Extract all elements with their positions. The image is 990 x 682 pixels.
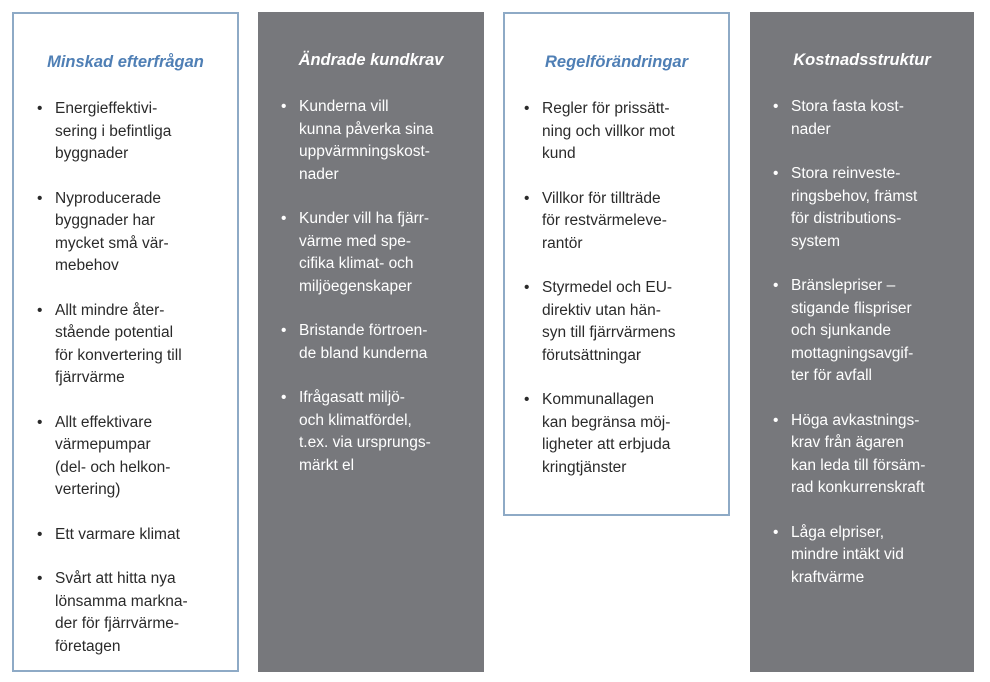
bullet-icon: • (37, 570, 43, 587)
list-item-text: Nyproducerade byggnader har mycket små vär- mebehov (55, 189, 169, 274)
list-item (522, 188, 727, 256)
list-item-text: Stora fasta kost- nader (791, 98, 904, 138)
column-title: Ändrade kundkrav (298, 51, 444, 69)
column-kostnadsstruktur (750, 12, 974, 672)
list-item-text: Villkor för tillträde för restvärmeleve- rantör (542, 189, 667, 252)
list-item (35, 98, 235, 166)
bullet-icon: • (37, 413, 43, 431)
list-item (522, 277, 727, 367)
list-item (35, 568, 235, 658)
bullet-icon: • (773, 165, 779, 182)
column-title: Minskad efterfrågan (47, 53, 204, 71)
list-item-text: Svårt att hitta nya lönsamma markna- der för fjärrvärme- företagen (55, 570, 188, 655)
list-item-text: Kunderna vill kunna påverka sina uppvärmningskost- nader (299, 98, 434, 183)
list-item-text: Allt effektivare värmepumpar (del- och helkon- vertering) (55, 413, 171, 498)
list-item (279, 387, 479, 477)
list-item-text: Regler för prissätt- ning och villkor mot kund (542, 100, 675, 162)
bullet-icon: • (37, 301, 43, 319)
bullet-list (35, 98, 235, 680)
list-item (522, 98, 727, 166)
bullet-icon: • (524, 279, 530, 296)
list-item (522, 389, 727, 479)
bullet-list (279, 96, 479, 499)
list-item-text: Låga elpriser, mindre intäkt vid kraftvärme (791, 523, 904, 586)
list-item-text: Höga avkastnings- krav från ägaren kan leda till försäm- rad konkurrenskraft (791, 411, 926, 496)
list-item (771, 410, 971, 500)
bullet-icon: • (773, 411, 779, 429)
column-regelforandringar (503, 12, 730, 516)
bullet-icon: • (281, 210, 287, 227)
list-item-text: Bränslepriser – stigande flispriser och sjunkande mottagningsavgif- ter för avfall (791, 277, 914, 384)
bullet-icon: • (524, 391, 530, 408)
list-item (771, 522, 971, 590)
list-item-text: Kunder vill ha fjärr- värme med spe- cifika klimat- och miljöegenskaper (299, 210, 430, 295)
bullet-icon: • (524, 189, 530, 207)
list-item-text: Bristande förtroen- de bland kunderna (299, 322, 428, 362)
list-item (279, 320, 479, 365)
list-item-text: Stora reinveste- ringsbehov, främst för distributions- system (791, 165, 918, 250)
column-title: Regelförändringar (544, 53, 689, 71)
list-item (279, 96, 479, 186)
list-item-text: Energieffektivi- sering i befintliga byggnader (55, 100, 172, 162)
bullet-icon: • (281, 322, 287, 339)
bullet-icon: • (281, 98, 287, 115)
list-item (771, 275, 971, 388)
bullet-icon: • (37, 189, 43, 207)
bullet-icon: • (37, 525, 43, 543)
list-item-text: Styrmedel och EU- direktiv utan hän- syn till fjärrvärmens förutsättningar (542, 279, 676, 364)
bullet-list (522, 98, 727, 501)
list-item (35, 300, 235, 390)
column-andrade-kundkrav (258, 12, 484, 672)
bullet-icon: • (773, 523, 779, 541)
list-item (35, 412, 235, 502)
list-item (279, 208, 479, 298)
bullet-icon: • (524, 100, 530, 117)
list-item (771, 163, 971, 253)
bullet-icon: • (37, 100, 43, 117)
bullet-icon: • (773, 277, 779, 294)
list-item-text: Allt mindre åter- stående potential för konvertering till fjärrvärme (55, 301, 182, 386)
bullet-icon: • (773, 98, 779, 115)
list-item-text: Ett varmare klimat (55, 525, 180, 543)
bullet-list (771, 96, 971, 611)
column-minskad-efterfragan (12, 12, 239, 672)
list-item-text: Kommunallagen kan begränsa möj- ligheter att erbjuda kringtjänster (542, 391, 671, 476)
bullet-icon: • (281, 389, 287, 406)
list-item-text: Ifrågasatt miljö- och klimatfördel, t.ex. via ursprungs- märkt el (299, 389, 431, 474)
list-item (35, 188, 235, 278)
list-item (35, 524, 235, 547)
column-title: Kostnadsstruktur (793, 51, 931, 69)
list-item (771, 96, 971, 141)
